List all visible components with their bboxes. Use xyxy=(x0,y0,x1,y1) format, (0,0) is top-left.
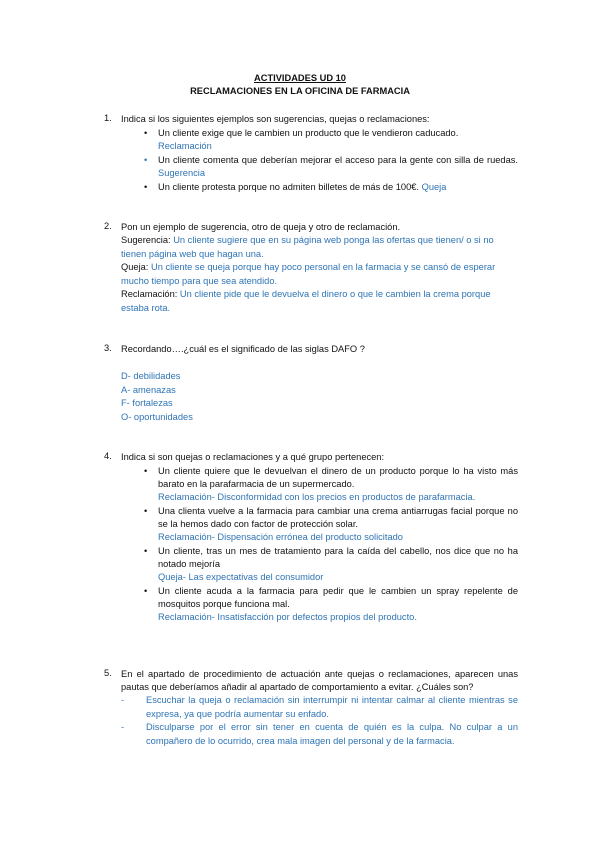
list-item xyxy=(104,694,518,721)
item-answer: Queja- Las expectativas del consumidor xyxy=(158,572,324,582)
example-list xyxy=(104,127,518,194)
bullet-icon: • xyxy=(144,155,148,165)
dafo-answers xyxy=(121,370,518,424)
bullet-icon: • xyxy=(144,546,148,556)
list-item xyxy=(104,127,518,153)
list-item xyxy=(104,465,518,504)
bullet-icon: • xyxy=(144,128,148,138)
item-text: Escuchar la queja o reclamación sin interrumpir ni intentar calmar al cliente mientras se expresa, ya que podría aumentar su enfado. xyxy=(146,695,518,719)
dafo-item: F- fortalezas xyxy=(121,398,173,408)
item-text: Un cliente exige que le cambien un producto que le vendieron caducado. xyxy=(158,128,459,138)
bullet-icon: • xyxy=(144,466,148,476)
item-text: Disculparse por el error sin tener en cuenta de quién es la culpa. No culpar a un compañero de lo ocurrido, crea mala imagen del personal y de la farmacia. xyxy=(146,722,518,746)
answer-text: Un cliente se queja porque hay poco personal en la farmacia y se cansó de esperar mucho tiempo para que sea atendido. xyxy=(121,262,496,286)
question-1 xyxy=(104,113,518,194)
item-answer: Sugerencia xyxy=(158,168,206,178)
question-text: En el apartado de procedimiento de actuación ante quejas o reclamaciones, aparecen unas pautas que deberíamos añadir al apartado de comportamiento a evitar. ¿Cuáles son? xyxy=(121,669,518,692)
question-4 xyxy=(104,451,518,624)
question-text: Indica si los siguientes ejemplos son sugerencias, quejas o reclamaciones: xyxy=(121,114,430,124)
question-text: Indica si son quejas o reclamaciones y a qué grupo pertenecen: xyxy=(121,452,385,462)
item-answer: Reclamación- Dispensación errónea del producto solicitado xyxy=(158,532,403,542)
dafo-item: D- debilidades xyxy=(121,371,181,381)
list-item xyxy=(104,585,518,624)
item-text: Una clienta vuelve a la farmacia para cambiar una crema antiarrugas facial porque no se la hemos dado con factor de protección solar. xyxy=(158,506,518,529)
item-text: Un cliente protesta porque no admiten billetes de más de 100€. xyxy=(158,182,419,192)
answer-text: Un cliente sugiere que en su página web ponga las ofertas que tienen/ o si no tienen página web que hagan una. xyxy=(121,235,494,259)
answer-label: Reclamación: xyxy=(121,289,178,299)
item-text: Un cliente quiere que le devuelvan el dinero de un producto porque lo ha visto más barato en la parafarmacia de un supermercado. xyxy=(158,466,518,489)
bullet-icon: • xyxy=(144,506,148,516)
item-text: Un cliente, tras un mes de tratamiento para la caída del cabello, nos dice que no ha notado mejoría xyxy=(158,546,518,569)
question-3 xyxy=(104,343,518,424)
question-number: 1. xyxy=(104,113,112,123)
question-5 xyxy=(104,668,518,748)
item-answer: Queja xyxy=(421,182,447,192)
list-item xyxy=(104,181,518,194)
item-text: Un cliente comenta que deberían mejorar el acceso para la gente con silla de ruedas. xyxy=(158,155,518,165)
list-item xyxy=(104,721,518,748)
dafo-item: A- amenazas xyxy=(121,384,176,395)
item-answer: Reclamación- Disconformidad con los precios en productos de parafarmacia. xyxy=(158,492,476,502)
question-number: 2. xyxy=(104,221,112,231)
dafo-item: O- oportunidades xyxy=(121,411,193,422)
answer-label: Sugerencia: xyxy=(121,235,171,245)
answer-sugerencia xyxy=(121,234,518,261)
answer-text: Un cliente pide que le devuelva el dinero o que le cambien la crema porque estaba rota. xyxy=(121,289,491,313)
dash-icon: - xyxy=(121,722,125,732)
question-text: Pon un ejemplo de sugerencia, otro de queja y otro de reclamación. xyxy=(121,222,401,232)
list-item xyxy=(104,545,518,584)
answer-block xyxy=(121,234,518,315)
question-number: 3. xyxy=(104,343,112,353)
question-number: 5. xyxy=(104,668,112,678)
question-number: 4. xyxy=(104,451,112,461)
guideline-list xyxy=(104,694,518,748)
answer-label: Queja: xyxy=(121,262,149,272)
dash-icon: - xyxy=(121,695,125,705)
bullet-icon: • xyxy=(144,586,148,596)
item-text: Un cliente acuda a la farmacia para pedir que le cambien un spray repelente de mosquitos porque funciona mal. xyxy=(158,586,518,609)
bullet-icon: • xyxy=(144,182,148,192)
example-list xyxy=(104,465,518,624)
item-answer: Reclamación- Insatisfacción por defectos propios del producto. xyxy=(158,612,417,622)
question-text: Recordando….¿cuál es el significado de las siglas DAFO ? xyxy=(121,344,365,354)
list-item xyxy=(104,154,518,180)
list-item xyxy=(104,505,518,544)
item-answer: Reclamación xyxy=(158,141,212,151)
answer-reclamacion xyxy=(121,288,518,315)
question-2 xyxy=(104,221,518,315)
document-subtitle: RECLAMACIONES EN LA OFICINA DE FARMACIA xyxy=(190,86,410,96)
answer-queja xyxy=(121,261,518,288)
document-title: ACTIVIDADES UD 10 xyxy=(254,73,346,83)
